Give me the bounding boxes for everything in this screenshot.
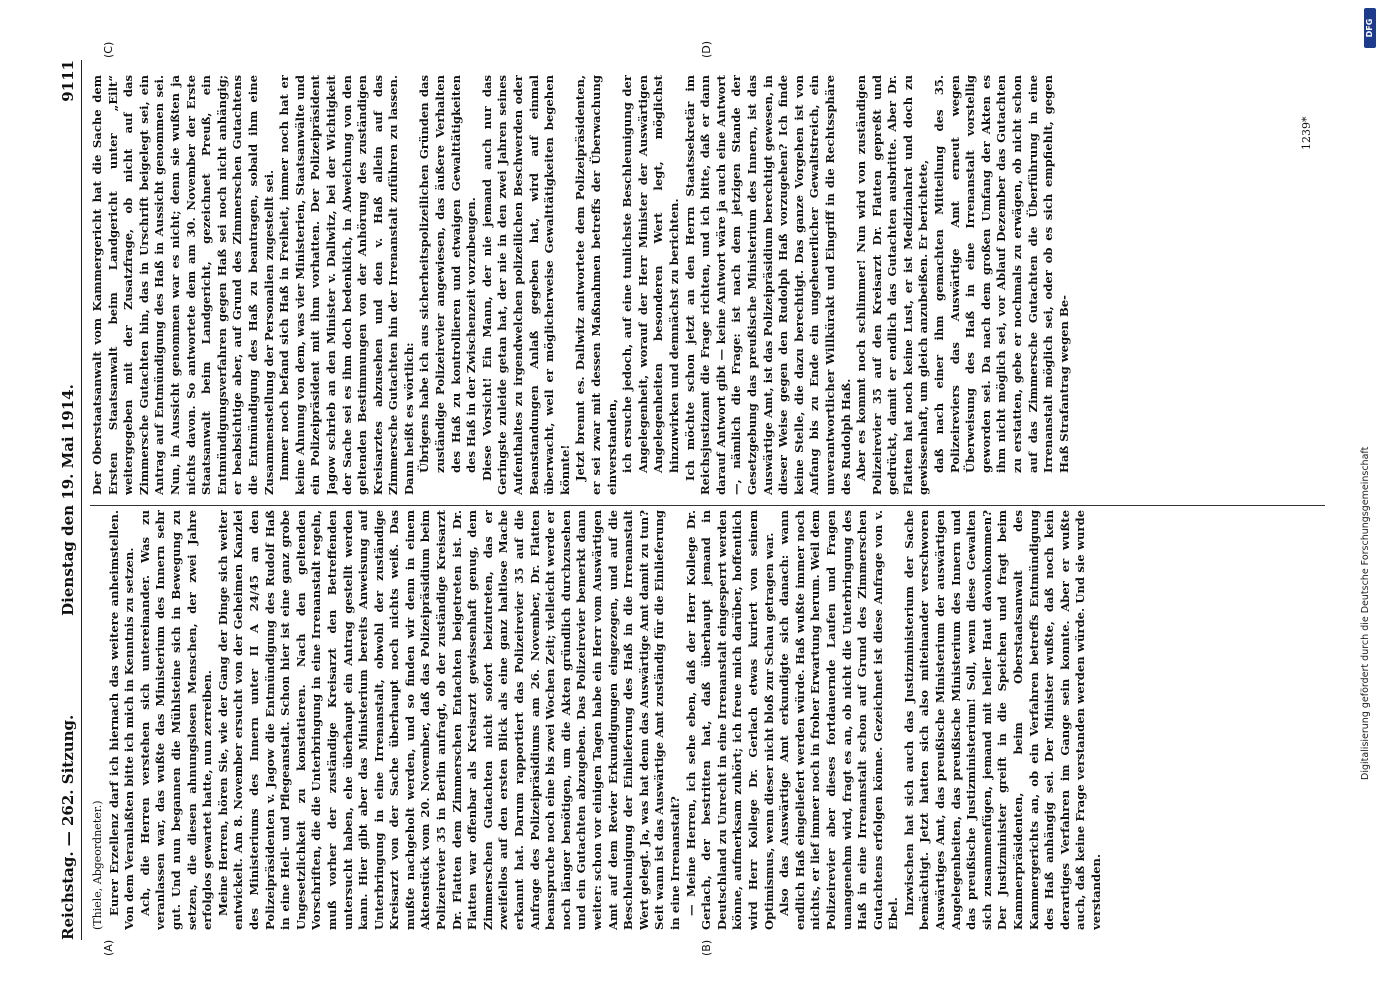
digitization-credit bbox=[1360, 200, 1376, 780]
paragraph: Ach, die Herren verstehen sich untereinander. Was zu veranlassen war, das wußte das Ministerium des Innern sehr gut. Und nun begannen die Mühlsteine sich in Bewegung zu setzen, die diesen ahnungslosen Menschen, der zwei Jahre erfolglos gewartet hatte, nun zerreiben. bbox=[137, 510, 215, 930]
margin-marker-b: (B) bbox=[700, 939, 713, 956]
paragraph: Immer noch befand sich Haß in Freiheit, immer noch hat er keine Ahnung von dem, was vier Ministerien, Staatsanwälte und ein Polizeipräsident mit ihm vorhatten. Der Polizeipräsident Jagow schrieb an den Minister v. Dallwitz, bei der Wichtigkeit der Sache sei es ihm doch bedenklich, in Abweichung von den geltenden Bestimmungen von der Anhörung des zuständigen Kreisarztes abzusehen und den v. Haß allein auf das Zimmersche Gutachten hin der Irrenanstalt zuführen zu lassen. Dann heißt es wörtlich: bbox=[277, 75, 416, 495]
paragraph: Meine Herren, hören Sie, wie der Gang der Dinge sich weiter entwickelt. Am 8. November ersucht von der Geheimen Kanzlei des Ministeriums des Innern unter II A 24/45 an den Polizeipräsidenten v. Jagow die Entmündigung des Rudolf Haß in eine Heil- und Pflegeanstalt. Schon hier ist eine ganz grobe Ungesetzlichkeit zu konstatieren. Nach den geltenden Vorschriften, die die Unterbringung in eine Irrenanstalt regeln, muß vorher der zuständige Kreisarzt den Betreffenden untersucht haben, ehe überhaupt ein Antrag gestellt werden kann. Hier gibt aber das Ministerium bereits Anweisung auf Unterbringung in eine Irrenanstalt, obwohl der zuständige Kreisarzt von der Sache überhaupt noch nichts weiß. Das mußte nachgeholt werden, und so finden wir denn in einem Aktenstück vom 20. November, daß das Polizeipräsidium beim Polizeirevier 35 in Berlin anfragt, ob der zuständige Kreisarzt Dr. Flatten dem Zimmerschen Entachten beigetreten ist. Dr. Flatten war offenbar als Kreisarzt gewissenhaft genug, dem Zimmerschen Gutachten nicht sofort beizutreten, das er zweifellos auf den ersten Blick als eine ganz haltlose Mache erkannt hat. Darum rapportiert das Polizeirevier 35 auf die Anfrage des Polizeipräsidiums am 26. November, Dr. Flatten beanspruche noch eine bis zwei Wochen Zeit; vielleicht werde er noch länger benötigen, um die Akten gründlich durchzusehen und ein Gutachten abzugeben. Das Polizeirevier bemerkt dann weiter: schon vor einigen Tagen habe ein Herr vom Auswärtigen Amt auf dem Revier Erkundigungen eingezogen, und auf die Beschleunigung der Einlieferung des Haß in die Irrenanstalt Wert gelegt. Ja, was hat denn das Auswärtige Amt damit zu tun? Seit wann ist das Auswärtige Amt zuständig für die Einlieferung in eine Irrenanstalt? bbox=[215, 510, 682, 930]
credit-text: Digitalisierung gefördert durch die Deutsche Forschungsgemeinschaft bbox=[1360, 446, 1371, 780]
paragraph: Inzwischen hat sich auch das Justizministerium der Sache bemächtigt. Jetzt hatten sich also miteinander verschworen Auswärtiges Amt, das preußische Ministerium der auswärtigen Angelegenheiten, das preußische Ministerium des Innern und das preußische Justizministerium! Soll, wenn diese Gewalten sich zusammenfügen, jemand mit heiler Haut davonkommen? Der Justizminister greift in die Speichen und fragt beim Kammerpräsidenten, beim Oberstaatsanwalt des Kammergerichts an, ob ein Verfahren betreffs Entmündigung des Haß anhängig sei. Der Minister wußte, daß noch kein derartiges Verfahren im Gange sein konnte. Aber er wußte auch, daß keine Frage verstanden werden würde. Und sie wurde verstanden. bbox=[901, 510, 1103, 930]
paragraph: Eurer Erzellenz darf ich hiernach das weitere anheimstellen. Von dem Veranlaßten bitte ich mich in Kenntnis zu setzen. bbox=[106, 510, 137, 930]
paragraph: Jetzt brennt es. Dallwitz antwortete dem Polizeipräsidenten, er sei zwar mit dessen Maßnahmen betreffs der Überwachung einverstanden, bbox=[573, 75, 619, 495]
header-page-number: 9111 bbox=[59, 60, 77, 102]
paragraph: Der Oberstaatsanwalt vom Kammergericht hat die Sache dem Ersten Staatsanwalt beim Landgericht unter „Eilt“ weitergegeben mit der Zusatzfrage, ob nicht auf das Zimmersche Gutachten hin, das in Urschrift beigelegt sei, ein Antrag auf Entmündigung des Haß in Aussicht genommen sei. Nun, in Aussicht genommen war es nicht; denn sie wußten ja nichts davon. So antwortete dem am 30. November der Erste Staatsanwalt beim Landgericht, gezeichnet Preuß, ein Entmündigungsverfahren gegen Haß sei noch nicht anhängig; er beabsichtige aber, auf Grund des Zimmerschen Gutachtens die Entmündigung des Haß zu beantragen, sobald ihm eine Zusammenstellung der Personalien zugestellt sei. bbox=[90, 75, 276, 495]
page-header bbox=[55, 60, 82, 940]
dfg-logo-icon bbox=[1364, 8, 1376, 48]
paragraph: — Meine Herren, ich sehe eben, daß der Herr Kollege Dr. Gerlach, der bestritten hat, daß überhaupt jemand in Deutschland zu Unrecht in eine Irrenanstalt eingesperrt werden könne, aufmerksam zuhört; ich freue mich darüber, hoffentlich wird Herr Kollege Dr. Gerlach etwas kuriert von seinem Optimismus, wenn dieser nicht bloß zur Schau getragen war. bbox=[683, 510, 776, 930]
quotation: Übrigens habe ich aus sicherheitspolizeilichen Gründen das zuständige Polizeirevier angewiesen, das äußere Verhalten des Haß zu kontrollieren und etwaigen Gewalttätigkeiten des Haß in der Zwischenzeit vorzubeugen. bbox=[417, 75, 479, 473]
quotation: daß nach einer ihm gemachten Mitteilung des 35. Polizeireviers das Auswärtige Amt erneut wegen Überweisung des Haß in eine Irrenanstalt vorstellig geworden sei. Da nach dem großen Umfang der Akten es ihm nicht möglich sei, vor Ablauf Dezember das Gutachten zu erstatten, gebe er nochmals zu erwägen, ob nicht schon auf das Zimmersche Gutachten die Überführung in eine Irrenanstalt möglich sei, oder ob es sich empfiehlt, gegen Haß Strafantrag wegen Be- bbox=[932, 75, 1071, 473]
paragraph: Diese Vorsicht! Ein Mann, der nie jemand auch nur das Geringste zuleide getan hat, der nie in den zwei Jahren seines Aufenthaltes zu irgendwelchen polizeilichen Beschwerden oder Beanstandungen Anlaß gegeben hat, wird auf einmal überwacht, weil er möglicherweise Gewalttätigkeiten begehen könnte! bbox=[479, 75, 572, 495]
column-divider bbox=[90, 505, 1325, 506]
paragraph: Ich möchte schon jetzt an den Herrn Staatssekretär im Reichsjustizamt die Frage richten, und ich bitte, daß er dann darauf Antwort gibt — keine Antwort wäre ja auch eine Antwort —, nämlich die Frage: ist nach dem jetzigen Stande der Gesetzgebung das preußische Ministerium des Innern, ist das Auswärtige Amt, ist das Polizeipräsidium berechtigt gewesen, in dieser Weise gegen den Rudolph Haß vorzugehen? Ich finde keine Stelle, die dazu berechtigt. Das ganze Vorgehen ist von Anfang bis zu Ende ein ungeheuerlicher Gewaltstreich, ein unverantwortlicher Willkürakt und Eingriff in die Rechtssphäre des Rudolph Haß. bbox=[682, 75, 853, 495]
header-session: Reichstag. — 262. Sitzung. bbox=[59, 714, 77, 940]
paragraph: Aber es kommt noch schlimmer! Nun wird von zuständigen Polizeirevier 35 auf den Kreisarzt Dr. Flatten gepreßt und gedrückt, damit er endlich das Gutachten ausbritte. Aber Dr. Flatten hat noch keine Lust, er ist Medizinalrat und doch zu gewissenhaft, um gleich anzubeißen. Er berichtete, bbox=[854, 75, 931, 495]
left-column bbox=[90, 510, 1325, 930]
paragraph: Also das Auswärtige Amt erkundigte sich danach: wann endlich Haß eingeliefert werden würde. Haß wußte immer noch nichts, er lief immer noch in froher Erwartung herum. Weil dem Polizeirevier aber dieses fortdauernde Laufen und Fragen unangenehm wird, fragt es an, ob nicht die Unterbringung des Haß in eine Irrenanstalt schon auf Grund des Zimmerschen Gutachtens erfolgen könne. Gezeichnet ist diese Anfrage von v. Ebel. bbox=[777, 510, 901, 930]
margin-marker-d: (D) bbox=[700, 40, 713, 58]
right-column bbox=[90, 75, 1325, 495]
page-reference: 1239* bbox=[1300, 116, 1313, 150]
margin-marker-a: (A) bbox=[102, 939, 115, 956]
speaker-note: (Thiele, Abgeordneter.) bbox=[91, 800, 104, 930]
logo-text: DFG bbox=[1365, 18, 1374, 38]
header-date: Dienstag den 19. Mai 1914. bbox=[59, 384, 77, 616]
margin-marker-c: (C) bbox=[102, 41, 115, 58]
quotation: ich ersuche jedoch, auf eine tunlichste Beschleunigung der Angelegenheit, worauf der Herr Minister der Auswärtigen Angelegenheiten besonderen Wert legt, möglichst hinzuwirken und demnächst zu berichten. bbox=[620, 75, 681, 473]
